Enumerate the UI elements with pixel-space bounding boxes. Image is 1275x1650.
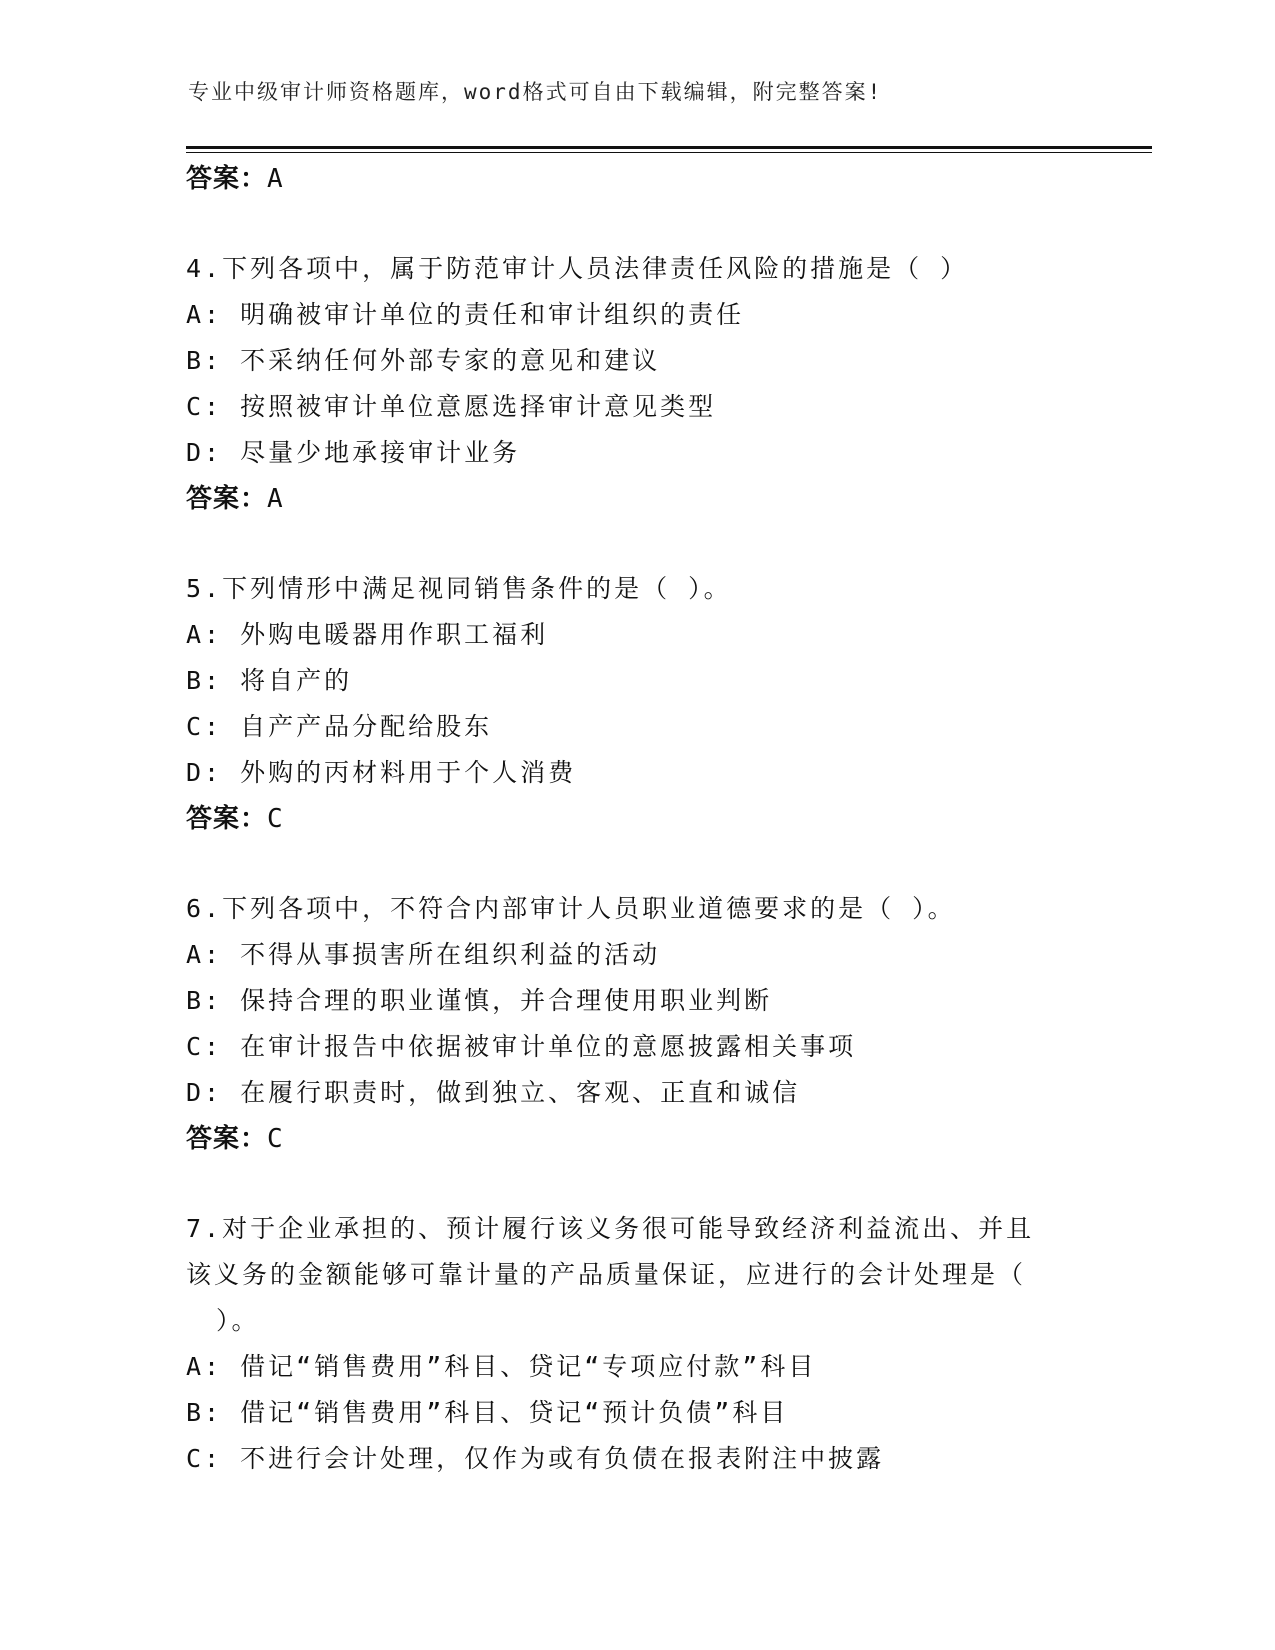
question-5 [186, 566, 1086, 842]
question-answer [186, 796, 1086, 842]
answer-value: A [267, 484, 284, 514]
question-answer [186, 476, 1086, 522]
question-6 [186, 886, 1086, 1162]
header-divider-thick [186, 146, 1152, 149]
option-c: C: 在审计报告中依据被审计单位的意愿披露相关事项 [186, 1032, 857, 1061]
question-4 [186, 246, 1086, 522]
header-divider-thin [186, 152, 1152, 153]
answer-value: C [267, 1124, 284, 1154]
question-stem-line-3: ）。 [216, 1306, 260, 1335]
option-d: D: 在履行职责时，做到独立、客观、正直和诚信 [186, 1078, 801, 1107]
option-a: A: 明确被审计单位的责任和审计组织的责任 [186, 300, 745, 329]
question-stem: 5.下列情形中满足视同销售条件的是（ ）。 [186, 574, 732, 603]
question-content [186, 156, 1086, 1482]
question-7 [186, 1206, 1086, 1482]
option-a: A: 借记“销售费用”科目、贷记“专项应付款”科目 [186, 1352, 817, 1381]
option-b: B: 将自产的 [186, 666, 353, 695]
answer-label: 答案： [186, 164, 268, 194]
question-stem-line-2: 该义务的金额能够可靠计量的产品质量保证，应进行的会计处理是（ [186, 1260, 1027, 1289]
option-b: B: 不采纳任何外部专家的意见和建议 [186, 346, 661, 375]
option-d: D: 尽量少地承接审计业务 [186, 438, 521, 467]
option-b: B: 保持合理的职业谨慎，并合理使用职业判断 [186, 986, 773, 1015]
option-b: B: 借记“销售费用”科目、贷记“预计负债”科目 [186, 1398, 789, 1427]
answer-value: A [267, 164, 284, 194]
option-a: A: 不得从事损害所在组织利益的活动 [186, 940, 661, 969]
option-c: C: 不进行会计处理，仅作为或有负债在报表附注中披露 [186, 1444, 885, 1473]
question-stem: 6.下列各项中，不符合内部审计人员职业道德要求的是（ ）。 [186, 894, 956, 923]
previous-answer [186, 156, 1086, 202]
question-stem-line-1: 7.对于企业承担的、预计履行该义务很可能导致经济利益流出、并且 [186, 1214, 1035, 1243]
option-a: A: 外购电暖器用作职工福利 [186, 620, 549, 649]
question-stem: 4.下列各项中，属于防范审计人员法律责任风险的措施是（ ） [186, 254, 969, 283]
question-answer [186, 1116, 1086, 1162]
answer-label: 答案： [186, 1124, 268, 1154]
option-c: C: 按照被审计单位意愿选择审计意见类型 [186, 392, 717, 421]
answer-value: C [267, 804, 284, 834]
option-c: C: 自产产品分配给股东 [186, 712, 493, 741]
option-d: D: 外购的丙材料用于个人消费 [186, 758, 577, 787]
answer-label: 答案： [186, 804, 268, 834]
page-header-text: 专业中级审计师资格题库，word格式可自由下载编辑，附完整答案! [188, 80, 883, 104]
answer-label: 答案： [186, 484, 268, 514]
